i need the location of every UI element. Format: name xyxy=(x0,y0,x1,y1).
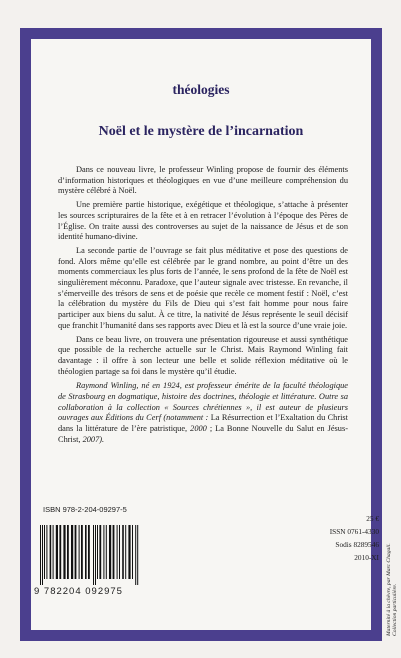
barcode-bar xyxy=(122,525,124,579)
barcode xyxy=(36,525,171,585)
issn: ISSN 0761-4330 xyxy=(329,527,379,536)
bio-year: 2000 xyxy=(190,424,207,434)
barcode-bar xyxy=(88,525,90,579)
barcode-bar xyxy=(71,525,73,579)
bio-year: 2007). xyxy=(82,434,105,444)
bio-work-title: La Bonne Nouvelle du Salut en Jésus-Christ, xyxy=(58,424,348,444)
book-title: Noël et le mystère de l’incarnation xyxy=(98,124,304,139)
barcode-bar xyxy=(135,525,136,585)
isbn: ISBN 978-2-204-09297-5 xyxy=(43,505,127,514)
barcode-bar xyxy=(119,525,120,579)
barcode-bar xyxy=(75,525,77,579)
barcode-bar xyxy=(42,525,43,585)
barcode-bar xyxy=(109,525,111,579)
barcode-bar xyxy=(125,525,126,579)
barcode-bar xyxy=(46,525,47,579)
barcode-bar xyxy=(93,525,94,585)
barcode-bar xyxy=(99,525,101,579)
price: 25 € xyxy=(366,514,379,523)
series-name: théologies xyxy=(172,82,230,97)
blurb-paragraph: Dans ce nouveau livre, le professeur Winling propose de fournir des éléments d’information historiques et théologiques en vue d’une meilleure compréhension du mystère célébré à Noël. xyxy=(58,165,348,196)
edition-date: 2010-XI xyxy=(354,553,379,562)
barcode-bar xyxy=(56,525,58,579)
sodis-code: Sodis 8289546 xyxy=(335,540,379,549)
barcode-bar xyxy=(113,525,115,579)
credit-line-2: Collection particulière. xyxy=(392,583,398,636)
barcode-bar xyxy=(117,525,118,579)
blurb-paragraph: Une première partie historique, exégétique et théologique, s’attache à présenter les sources scripturaires de la fête et à en retracer l’évolution à l’époque des Pères de l’Église. On traite aussi des controverses au sujet de la naissance de Jésus et de son identité humano-divine. xyxy=(58,200,348,242)
barcode-bar xyxy=(40,525,41,585)
price-block xyxy=(330,512,379,564)
barcode-bar xyxy=(106,525,107,579)
barcode-bar xyxy=(44,525,45,579)
barcode-bar xyxy=(97,525,98,579)
bio-separator: ; xyxy=(206,424,216,434)
blurb xyxy=(58,165,348,449)
barcode-bar xyxy=(79,525,80,579)
author-bio xyxy=(58,381,348,445)
barcode-bar xyxy=(103,525,104,579)
barcode-bar xyxy=(81,525,83,579)
barcode-bar xyxy=(50,525,52,579)
barcode-bar xyxy=(132,525,133,579)
barcode-bar xyxy=(128,525,130,579)
blurb-paragraph: La seconde partie de l’ouvrage se fait plus méditative et pose des questions de fond. Alors même qu’elle est célébrée par le grand nombre, au point d’être un des moments commerciaux les plus forts de l’année, le sens profond de la fête de Noël est singulièrement méconnu. Paradoxe, que l’auteur signale avec tristesse. En revanche, il s’émerveille des trésors de sens et de poésie que recèle ce moment festif : Noël, c’est la célébration du mystère du Fils de Dieu qui s’est fait homme pour nous faire participer aux biens du salut. À ce titre, la nativité de Jésus représente le seuil décisif que franchit l’humanité dans ses rapports avec Dieu et là est la source d’une vraie joie. xyxy=(58,245,348,330)
barcode-bar xyxy=(137,525,138,585)
barcode-bar xyxy=(95,525,96,585)
barcode-bar xyxy=(59,525,61,579)
barcode-bar xyxy=(53,525,54,579)
barcode-digits: 9 782204 092975 xyxy=(34,586,123,597)
barcode-bar xyxy=(67,525,69,579)
bio-work-title: La Résurrection et l’Exaltation du Christ dans la littérature de l’ère patristique, xyxy=(58,413,348,434)
barcode-bar xyxy=(85,525,87,579)
barcode-bar xyxy=(63,525,65,579)
blurb-paragraph: Dans ce beau livre, on trouvera une présentation rigoureuse et aussi synthétique que possible de la recherche actuelle sur le Christ. Mais Raymond Winling fait davantage : il offre à son lecteur une belle et solide réflexion méditative où le théologien partage sa foi dans le mystère qu’il étudie. xyxy=(58,334,348,376)
bio-text: Raymond Winling, né en 1924, est professeur émérite de la faculté théologique de Strasbourg en dogmatique, histoire des doctrines, théologie et littérature. Outre sa collaboration à la collection « Sources chrétiennes », il est auteur de plusieurs ouvrages aux Éditions du Cerf (notamment : xyxy=(58,381,348,423)
image-credit xyxy=(386,486,396,636)
credit-line-1: Maternité à la chèvre, par Marc Chagall. xyxy=(386,543,392,636)
